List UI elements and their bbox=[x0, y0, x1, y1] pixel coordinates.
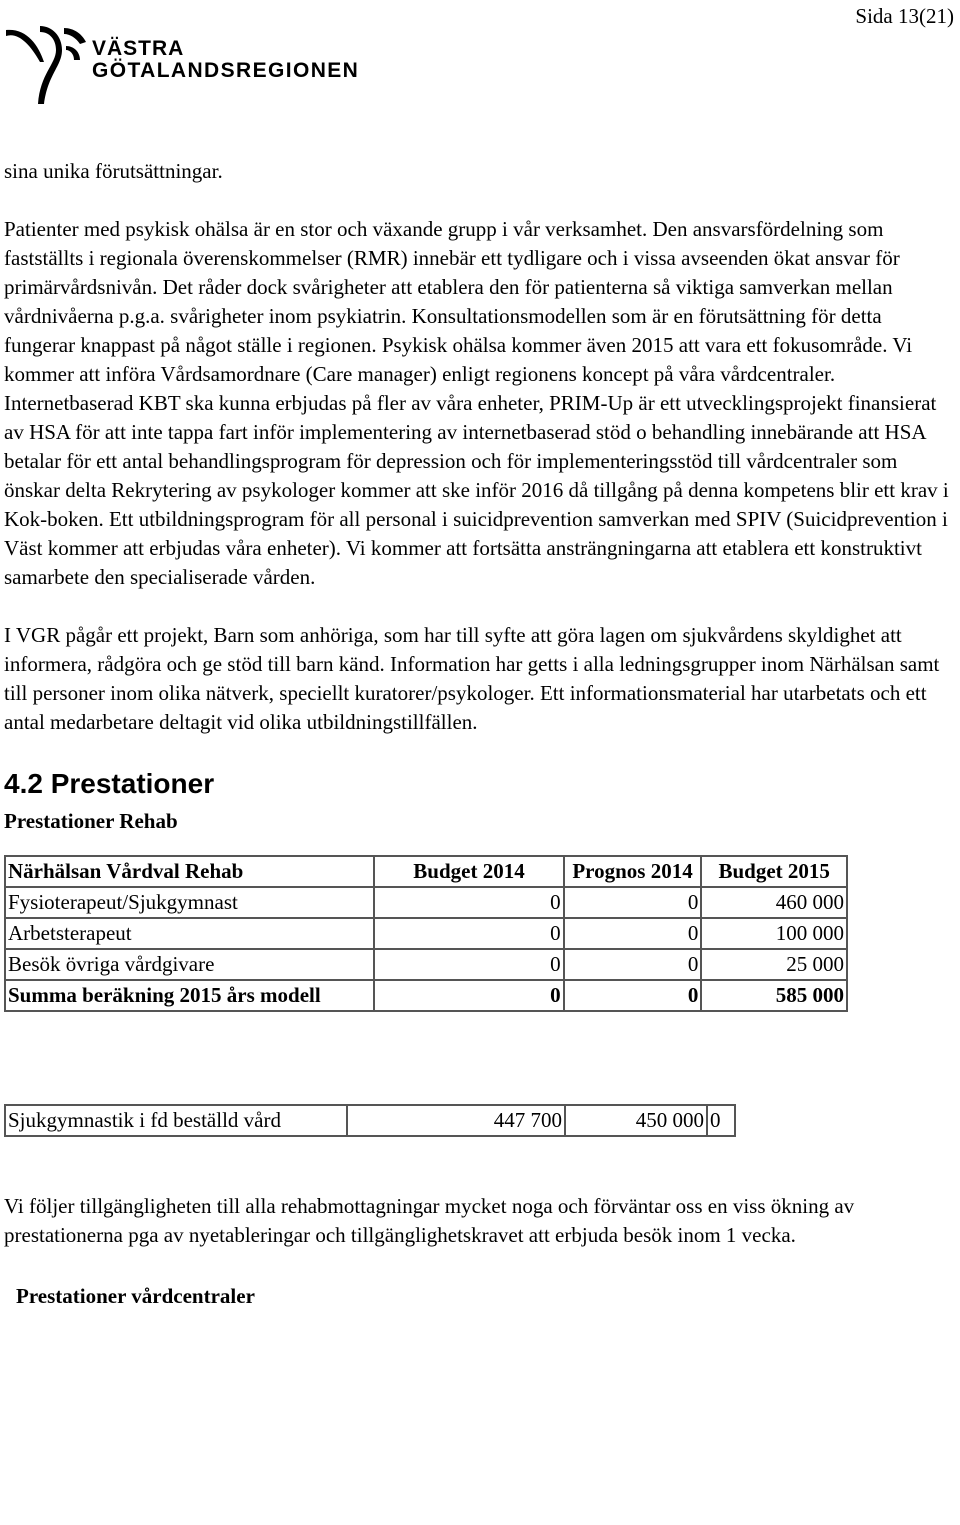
table-cell: 450 000 bbox=[565, 1105, 707, 1136]
table-cell: 0 bbox=[374, 980, 563, 1011]
table-cell: 447 700 bbox=[347, 1105, 565, 1136]
vgr-emblem-icon bbox=[4, 22, 90, 108]
subheading-vardcentraler: Prestationer vårdcentraler bbox=[16, 1284, 255, 1308]
table-row bbox=[5, 949, 847, 980]
table-cell: Fysioterapeut/Sjukgymnast bbox=[5, 887, 374, 918]
table-header-row bbox=[5, 856, 847, 887]
page-number: Sida 13(21) bbox=[855, 4, 954, 28]
table-cell: Summa beräkning 2015 års modell bbox=[5, 980, 374, 1011]
table-cell: 0 bbox=[374, 887, 563, 918]
table-cell: 0 bbox=[707, 1105, 735, 1136]
subheading-rehab: Prestationer Rehab bbox=[4, 809, 178, 833]
table-cell: 0 bbox=[564, 918, 702, 949]
table-cell: 460 000 bbox=[701, 887, 847, 918]
table-cell: 0 bbox=[374, 918, 563, 949]
table-cell: 100 000 bbox=[701, 918, 847, 949]
vgr-logo bbox=[4, 22, 384, 108]
table-cell: 25 000 bbox=[701, 949, 847, 980]
logo-text-line1: VÄSTRA bbox=[92, 37, 185, 60]
table-cell: 0 bbox=[564, 887, 702, 918]
table-cell: 585 000 bbox=[701, 980, 847, 1011]
table-sum-row bbox=[5, 980, 847, 1011]
paragraph-psykisk-ohalsa: Patienter med psykisk ohälsa är en stor och växande grupp i vår verksamhet. Den ansvarsfördelning som fastställts i regionala överenskommelser (RMR) innebär ett tydligare och i vissa avseenden ökat ansvar för primärvårdsnivån. Det råder dock svårigheter att etablera den för patienterna så viktiga samverkan mellan vårdnivåerna p.g.a. svårigheter inom psykiatrin. Konsultationsmodellen som är en förutsättning för detta fungerar knappast på något ställe i regionen. Psykisk ohälsa kommer även 2015 att vara ett fokusområde. Vi kommer att införa Vårdsamordnare (Care manager) enligt regionens koncept på våra vårdcentraler. Internetbaserad KBT ska kunna erbjudas på fler av våra enheter, PRIM-Up är ett utvecklingsprojekt finansierat av HSA för att inte tappa fart inför implementering av internetbaserad stöd o behandling innebärande att HSA betalar för ett antal behandlingsprogram för depression och för implementeringsstöd till vårdcentraler som önskar delta Rekrytering av psykologer kommer att ske inför 2016 då tillgång på denna kompetens blir ett krav i Kok-boken. Ett utbildningsprogram för all personal i suicidprevention samverkan med SPIV (Suicidprevention i Väst kommer att erbjudas våra enheter). Vi kommer att fortsätta ansträngningarna att etablera ett konstruktivt samarbete den specialiserade vården. bbox=[4, 217, 949, 589]
logo-text-line2: GÖTALANDSREGIONEN bbox=[92, 59, 360, 82]
table-cell: Sjukgymnastik i fd beställd vård bbox=[5, 1105, 347, 1136]
section-heading: 4.2 Prestationer bbox=[4, 768, 215, 799]
table-header-cell: Budget 2014 bbox=[374, 856, 563, 887]
table-cell: 0 bbox=[564, 980, 702, 1011]
table-cell: 0 bbox=[374, 949, 563, 980]
paragraph-tillganglighet: Vi följer tillgängligheten till alla rehabmottagningar mycket noga och förväntar oss en viss ökning av prestationerna pga av nyetableringar och tillgänglighetskravet att erbjuda besök inom 1 vecka. bbox=[4, 1194, 855, 1247]
paragraph-intro: sina unika förutsättningar. bbox=[4, 159, 223, 183]
sjukgymnastik-table bbox=[4, 1104, 736, 1137]
table-header-cell: Budget 2015 bbox=[701, 856, 847, 887]
table-row bbox=[5, 1105, 735, 1136]
table-row bbox=[5, 918, 847, 949]
table-header-cell: Prognos 2014 bbox=[564, 856, 702, 887]
rehab-table bbox=[4, 855, 848, 1012]
document-body bbox=[4, 157, 956, 1311]
table-cell: Besök övriga vårdgivare bbox=[5, 949, 374, 980]
table-row bbox=[5, 887, 847, 918]
paragraph-barn-som-anhoriga: I VGR pågår ett projekt, Barn som anhöriga, som har till syfte att göra lagen om sjukvårdens skyldighet att informera, rådgöra och ge stöd till barn känd. Information har getts i alla ledningsgrupper inom Närhälsan samt till personer inom olika nätverk, speciellt kuratorer/psykologer. Ett informationsmaterial har utarbetats och ett antal medarbetare deltagit vid olika utbildningstillfällen. bbox=[4, 623, 940, 734]
table-cell: 0 bbox=[564, 949, 702, 980]
table-header-cell: Närhälsan Vårdval Rehab bbox=[5, 856, 374, 887]
table-cell: Arbetsterapeut bbox=[5, 918, 374, 949]
